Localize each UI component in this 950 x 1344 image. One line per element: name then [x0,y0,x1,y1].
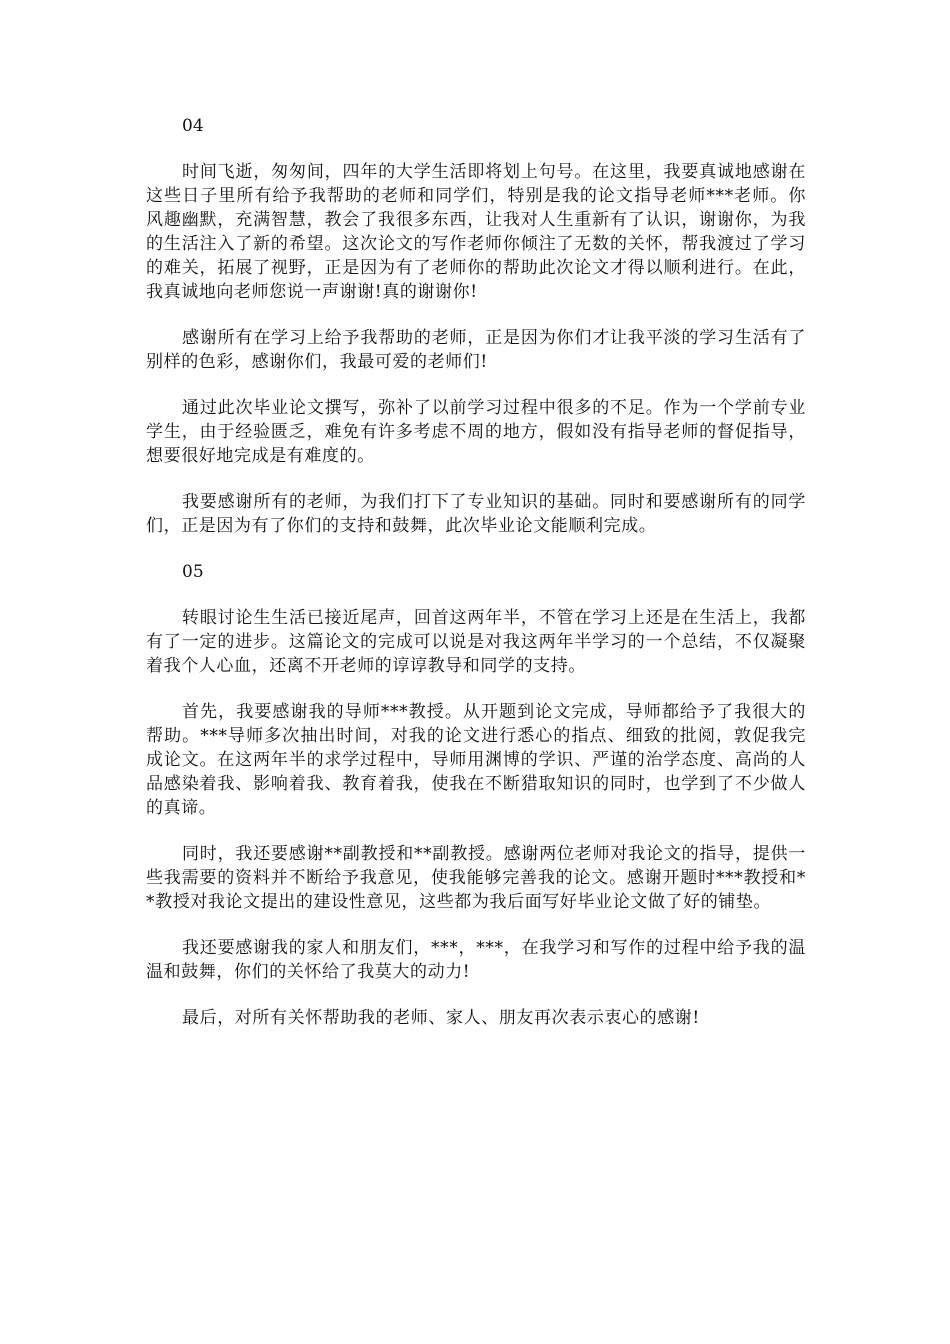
paragraph: 我要感谢所有的老师，为我们打下了专业知识的基础。同时和要感谢所有的同学们，正是因为有了你们的支持和鼓舞，此次毕业论文能顺利完成。 [146,492,806,536]
document-body [146,114,806,1052]
paragraph: 最后，对所有关怀帮助我的老师、家人、朋友再次表示衷心的感谢! [182,1008,700,1028]
paragraph: 时间飞逝，匆匆间，四年的大学生活即将划上句号。在这里，我要真诚地感谢在这些日子里所有给予我帮助的老师和同学们，特别是我的论文指导老师***老师。你风趣幽默，充满智慧，教会了我很多东西，让我对人生重新有了认识，谢谢你，为我的生活注入了新的希望。这次论文的写作老师你倾注了无数的关怀，帮我渡过了学习的难关，拓展了视野，正是因为有了老师你的帮助此次论文才得以顺利进行。在此，我真诚地向老师您说一声谢谢!真的谢谢你! [146,162,806,302]
paragraph: 感谢所有在学习上给予我帮助的老师，正是因为你们才让我平淡的学习生活有了别样的色彩，感谢你们，我最可爱的老师们! [146,328,806,372]
paragraph: 转眼讨论生生活已接近尾声，回首这两年半，不管在学习上还是在生活上，我都有了一定的进步。这篇论文的完成可以说是对我这两年半学习的一个总结，不仅凝聚着我个人心血，还离不开老师的谆谆教导和同学的支持。 [146,608,806,676]
section-number-04: 04 [182,116,204,136]
section-number-05: 05 [182,562,204,582]
paragraph: 通过此次毕业论文撰写，弥补了以前学习过程中很多的不足。作为一个学前专业学生，由于经验匮乏，难免有许多考虑不周的地方，假如没有指导老师的督促指导，想要很好地完成是有难度的。 [146,398,806,466]
paragraph: 同时，我还要感谢**副教授和**副教授。感谢两位老师对我论文的指导，提供一些我需要的资料并不断给予我意见，使我能够完善我的论文。感谢开题时***教授和**教授对我论文提出的建设性意见，这些都为我后面写好毕业论文做了好的铺垫。 [146,844,806,912]
paragraph: 首先，我要感谢我的导师***教授。从开题到论文完成，导师都给予了我很大的帮助。***导师多次抽出时间，对我的论文进行悉心的指点、细致的批阅，敦促我完成论文。在这两年半的求学过程中，导师用渊博的学识、严谨的治学态度、高尚的人品感染着我、影响着我、教育着我，使我在不断猎取知识的同时，也学到了不少做人的真谛。 [146,702,806,818]
paragraph: 我还要感谢我的家人和朋友们，***，***，在我学习和写作的过程中给予我的温温和鼓舞，你们的关怀给了我莫大的动力! [146,938,806,982]
